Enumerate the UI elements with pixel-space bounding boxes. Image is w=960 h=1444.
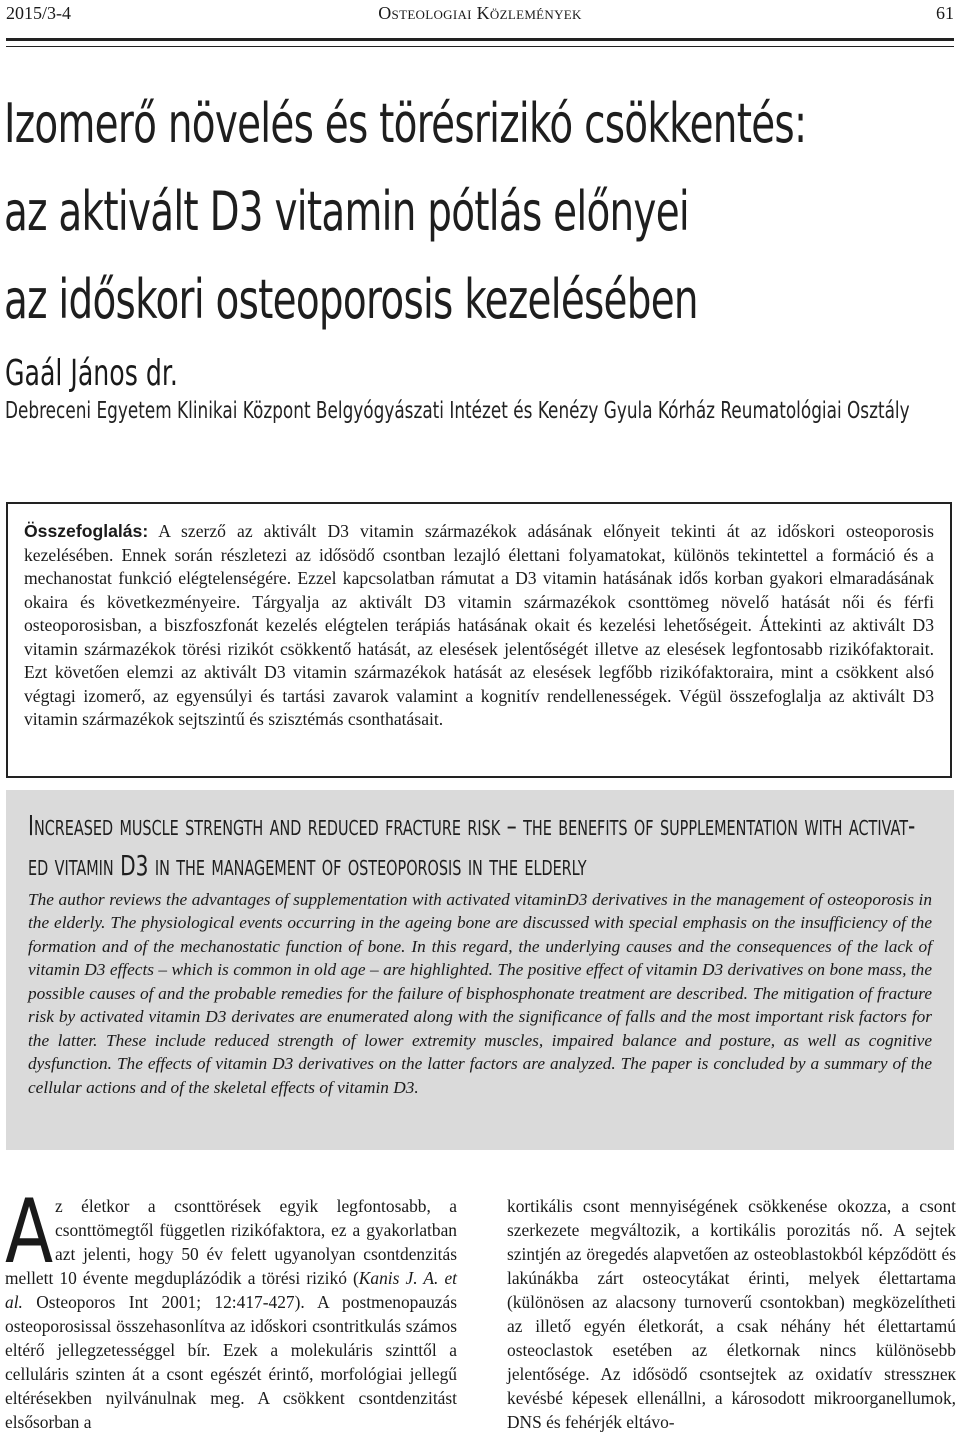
english-title-line-1: Increased muscle strength and reduced fracture risk – the benefits of supplementation with activat- bbox=[28, 809, 916, 842]
body-column-left bbox=[5, 1180, 458, 1434]
issue-number: 2015/3-4 bbox=[6, 3, 71, 23]
drop-cap: A bbox=[5, 1180, 54, 1283]
body-left-text-1: z életkor a csonttörések egyik legfontosabb, a csonttömegtől független rizikófaktora, ez a gyakorlatban azt jelenti, hogy 50 év felett ugyanolyan csontdenzitás mellett 10 évente megduplázódik a törési rizikó ( bbox=[5, 1196, 457, 1288]
author-affiliation: Debreceni Egyetem Klinikai Központ Belgyógyászati Intézet és Kenézy Gyula Kórház Reumatológiai Osztály bbox=[5, 398, 910, 424]
header-rule-thick bbox=[6, 38, 954, 41]
english-title bbox=[28, 806, 928, 886]
hungarian-abstract bbox=[24, 520, 934, 732]
body-column-right: kortikális csont mennyiségének csökkenése okozza, a csont szerkezete megváltozik, a kortikális porozitás nő. A sejtek szintjén az öregedés alapvetően az osteoblastokból képződött és lakúnákba zárt osteocytákat érinti, melyek élettartama (különösen az alacsony turnoverű csontokban) megközelítheti az illető egyén életkorát, a csak néhány hét élettartamú osteoclastok esetében az életkornak nincs különösebb jelentősége. Az idősödő csontsejtek az oxidatív stresszнек kevésbé képesek ellenállni, a károsodott mikroorganellumok, DNS és fehérjék eltávo- bbox=[507, 1196, 956, 1432]
journal-name: Osteologiai Közlemények bbox=[378, 3, 582, 23]
abstract-label: Összefoglalás: bbox=[24, 521, 149, 541]
abstract-body: A szerző az aktivált D3 vitamin származékok adásának előnyeit tekinti át az időskori osteoporosis kezelésében. Ennek során részletezi az idősödő csontban lezajló élettani folyamatokat, különös tekintettel a formáció és a mechanostat funkció elégtelenségére. Ezzel kapcsolatban rámutat a D3 vitamin hatásának idős korban gyakori elmaradásának okaira és következményeire. Tárgyalja az aktivált D3 vitamin származékok csonttömeg növelő hatását női és férfi osteoporosisban, a biszfoszfonát kezelés elégtelen terápiás hatásának okait és kezelési lehetőségeit. Áttekinti az aktivált D3 vitamin származékok törési rizikót csökkentő hatását, az elesések jelentőségét illetve az elesések legfontosabb rizikófaktorait. Ezt követően elemzi az aktivált D3 vitamin származékok hatását az elesések legfőbb rizikófaktoraira, mint a csökkent alsó végtagi izomerő, az egyensúlyi és tartási zavarok valamint a kognitív rendellenességek. Végül összefoglalja az aktivált D3 vitamin származékok sejtszintű és szisztémás csonthatásait. bbox=[24, 521, 934, 729]
page-number: 61 bbox=[936, 3, 954, 23]
english-abstract-text: The author reviews the advantages of supplementation with activated vitaminD3 derivatives in the management of osteoporosis in the elderly. The physiological events occurring in the ageing bone are discussed with special emphasis on the insufficiency of the formation and of the mechanostatic function of bone. In this regard, the underlying causes and the consequences of the lack of vitamin D3 effects – which is common in old age – are highlighted. The positive effect of vitamin D3 derivatives on bone mass, the possible causes of and the probable remedies for the failure of bisphosphonate treatment are described. The mitigation of fracture risk by activated vitamin D3 derivates are enumerated along with the significance of falls and the most important risk factors for the latter. These include reduced strength of lower extremity muscles, impaired balance and posture, as well as cognitive dysfunction. The effects of vitamin D3 derivatives on the latter factors are analyzed. The paper is concluded by a summary of the cellular actions and of the skeletal effects of vitamin D3. bbox=[28, 890, 932, 1097]
title-line-1: Izomerő növelés és törésrizikó csökkentés: bbox=[4, 92, 807, 155]
header-rule-thin bbox=[6, 46, 954, 47]
title-line-2: az aktivált D3 vitamin pótlás előnyei bbox=[4, 180, 690, 243]
author-name: Gaál János dr. bbox=[5, 353, 178, 394]
running-header bbox=[6, 0, 954, 28]
article-title bbox=[4, 80, 807, 344]
body-left-text-2: Osteoporos Int 2001; 12:417-427). A postmenopauzás osteoporosissal összehasonlítva az időskori csontritkulás számos eltérő jellegzetességgel bír. Ezek a molekuláris szinttől a celluláris szinten át a csont egészét érintő, morfológiai jellegű eltérésekben nyilvánulnak meg. A csökkent csontdenzitást elsősorban a bbox=[5, 1292, 457, 1432]
citation-authors: Kanis J. A. et al. bbox=[5, 1268, 458, 1312]
english-title-line-2: ed vitamin D3 in the management of osteoporosis in the elderly bbox=[28, 849, 587, 882]
title-line-3: az időskori osteoporosis kezelésében bbox=[4, 268, 698, 331]
